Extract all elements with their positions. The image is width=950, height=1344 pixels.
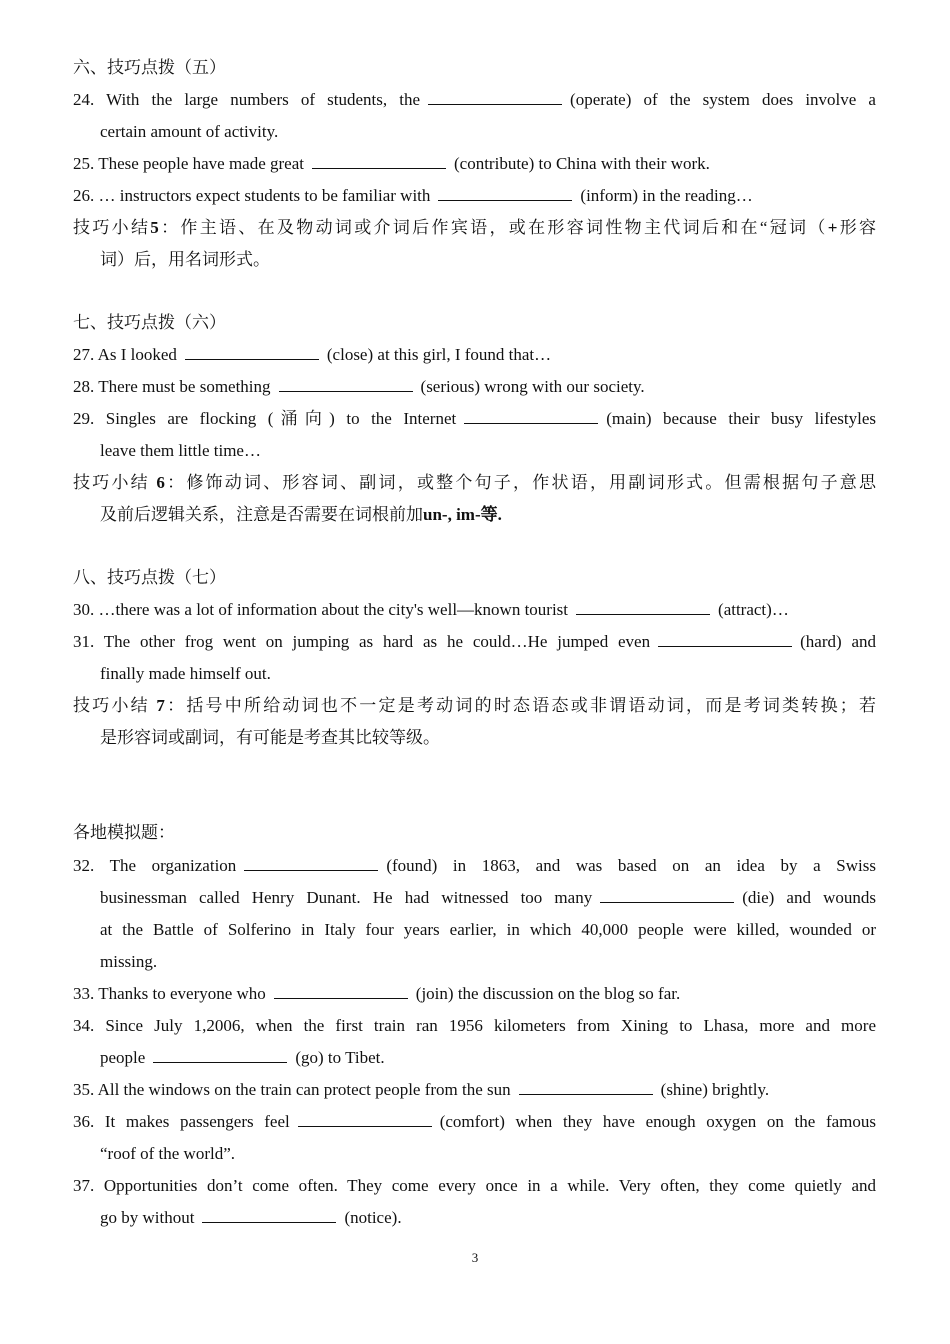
question-text: (attract)… (718, 600, 789, 619)
answer-blank-35[interactable] (519, 1079, 653, 1095)
tip-number: 6 (156, 473, 165, 492)
answer-blank-27[interactable] (185, 344, 319, 360)
question-text: people (100, 1048, 146, 1067)
page-number: 3 (471, 1250, 479, 1265)
question-text: (join) the discussion on the blog so far. (415, 984, 681, 1003)
question-34 (73, 1015, 876, 1037)
answer-blank-30[interactable] (576, 599, 710, 615)
question-37-line-2 (100, 1207, 402, 1229)
question-text: Opportunities don’t come often. They come every once in a while. Very often, they come quietly and (103, 1176, 876, 1195)
question-number: 25. (73, 154, 95, 173)
tip-text: ：修饰动词、形容词、副词，或整个句子，作状语，用副词形式。但需根据句子意思 (164, 473, 877, 492)
section-heading-6: 六、技巧点拨（五） (73, 58, 226, 77)
tip-number: 5 (150, 218, 159, 237)
question-text: …there was a lot of information about the city's well—known tourist (98, 600, 569, 619)
section-heading-7: 七、技巧点拨（六） (73, 313, 226, 332)
question-text: (serious) wrong with our society. (420, 377, 645, 396)
question-text: (hard) and (800, 632, 876, 651)
question-number: 26. (73, 186, 95, 205)
tip-summary-7 (73, 695, 876, 717)
question-number: 37. (73, 1176, 95, 1195)
question-29 (73, 408, 876, 430)
question-text: (die) and wounds (742, 888, 876, 907)
tip-text: 形容 (837, 218, 877, 237)
question-27 (73, 344, 551, 366)
question-number: 32. (73, 856, 95, 875)
question-32-line-4: missing. (100, 952, 158, 971)
question-32 (73, 855, 876, 877)
question-text: (notice). (344, 1208, 402, 1227)
answer-blank-29[interactable] (464, 408, 598, 424)
tip-text: 等. (480, 505, 502, 524)
tip-label: 技巧小结 (73, 473, 150, 492)
question-text: (inform) in the reading… (580, 186, 753, 205)
question-text: All the windows on the train can protect people from the sun (97, 1080, 511, 1099)
question-text: Thanks to everyone who (98, 984, 266, 1003)
answer-blank-33[interactable] (274, 983, 408, 999)
question-text: (go) to Tibet. (295, 1048, 385, 1067)
question-30 (73, 599, 789, 621)
answer-blank-37[interactable] (202, 1207, 336, 1223)
tip-text: ：作主语、在及物动词或介词后作宾语，或在形容词性物主代词后和在“冠词（ (158, 218, 828, 237)
tip-summary-5 (73, 217, 876, 239)
answer-blank-24[interactable] (428, 89, 562, 105)
question-32-line-2 (100, 887, 876, 909)
question-34-line-2 (100, 1047, 385, 1069)
question-text: go by without (100, 1208, 195, 1227)
question-37 (73, 1175, 876, 1197)
question-33 (73, 983, 680, 1005)
question-text: It makes passengers feel (104, 1112, 290, 1131)
answer-blank-32b[interactable] (600, 887, 734, 903)
question-24-continuation: certain amount of activity. (100, 122, 279, 141)
question-26 (73, 185, 753, 207)
question-text: … instructors expect students to be familiar with (98, 186, 431, 205)
question-32-line-3: at the Battle of Solferino in Italy four years earlier, in which 40,000 people were killed, wounded or (100, 920, 876, 939)
tip-label: 技巧小结 (73, 696, 150, 715)
question-number: 30. (73, 600, 95, 619)
tip-text: ：括号中所给动词也不一定是考动词的时态语态或非谓语动词，而是考词类转换；若 (164, 696, 877, 715)
question-number: 28. (73, 377, 95, 396)
question-number: 31. (73, 632, 95, 651)
question-31-continuation: finally made himself out. (100, 664, 271, 683)
question-number: 35. (73, 1080, 95, 1099)
question-text: (close) at this girl, I found that… (326, 345, 552, 364)
tip-label: 技巧小结 (73, 218, 151, 237)
question-number: 33. (73, 984, 95, 1003)
question-31 (73, 631, 876, 653)
question-text: The organization (109, 856, 237, 875)
tip-prefixes: un-, im- (423, 505, 481, 524)
question-28 (73, 376, 645, 398)
question-24 (73, 89, 876, 111)
mock-heading: 各地模拟题： (73, 823, 175, 842)
section-heading-8: 八、技巧点拨（七） (73, 568, 226, 587)
tip-number: 7 (156, 696, 165, 715)
question-text: (shine) brightly. (660, 1080, 770, 1099)
question-number: 29. (73, 409, 95, 428)
question-35 (73, 1079, 769, 1101)
question-number: 34. (73, 1016, 95, 1035)
tip-summary-5-continuation: 词）后，用名词形式。 (100, 250, 270, 269)
question-text: (comfort) when they have enough oxygen on the famous (439, 1112, 876, 1131)
question-text: There must be something (98, 377, 271, 396)
question-text: Since July 1,2006, when the first train ran 1956 kilometers from Xining to Lhasa, more and more (105, 1016, 876, 1035)
answer-blank-25[interactable] (312, 153, 446, 169)
question-number: 24. (73, 90, 95, 109)
question-text: (operate) of the system does involve a (570, 90, 876, 109)
question-text: Singles are flocking (涌向) to the Internet (105, 409, 457, 428)
question-number: 36. (73, 1112, 95, 1131)
question-36-continuation: “roof of the world”. (100, 1144, 236, 1163)
answer-blank-36[interactable] (298, 1111, 432, 1127)
question-36 (73, 1111, 876, 1133)
answer-blank-31[interactable] (658, 631, 792, 647)
answer-blank-32[interactable] (244, 855, 378, 871)
question-25 (73, 153, 710, 175)
question-text: The other frog went on jumping as hard as he could…He jumped even (103, 632, 651, 651)
answer-blank-26[interactable] (438, 185, 572, 201)
question-text: businessman called Henry Dunant. He had witnessed too many (100, 888, 593, 907)
tip-summary-6-continuation (100, 504, 502, 526)
question-text: These people have made great (98, 154, 304, 173)
question-29-continuation: leave them little time… (100, 441, 261, 460)
question-text: (main) because their busy lifestyles (606, 409, 877, 428)
question-text: (contribute) to China with their work. (454, 154, 710, 173)
tip-text: 及前后逻辑关系，注意是否需要在词根前加 (100, 505, 423, 524)
answer-blank-28[interactable] (279, 376, 413, 392)
question-number: 27. (73, 345, 95, 364)
tip-summary-6 (73, 472, 876, 494)
tip-text: + (827, 218, 838, 237)
question-text: With the large numbers of students, the (106, 90, 421, 109)
question-text: (found) in 1863, and was based on an idea by a Swiss (386, 856, 876, 875)
answer-blank-34[interactable] (153, 1047, 287, 1063)
tip-summary-7-continuation: 是形容词或副词，有可能是考查其比较等级。 (100, 728, 440, 747)
question-text: As I looked (97, 345, 177, 364)
